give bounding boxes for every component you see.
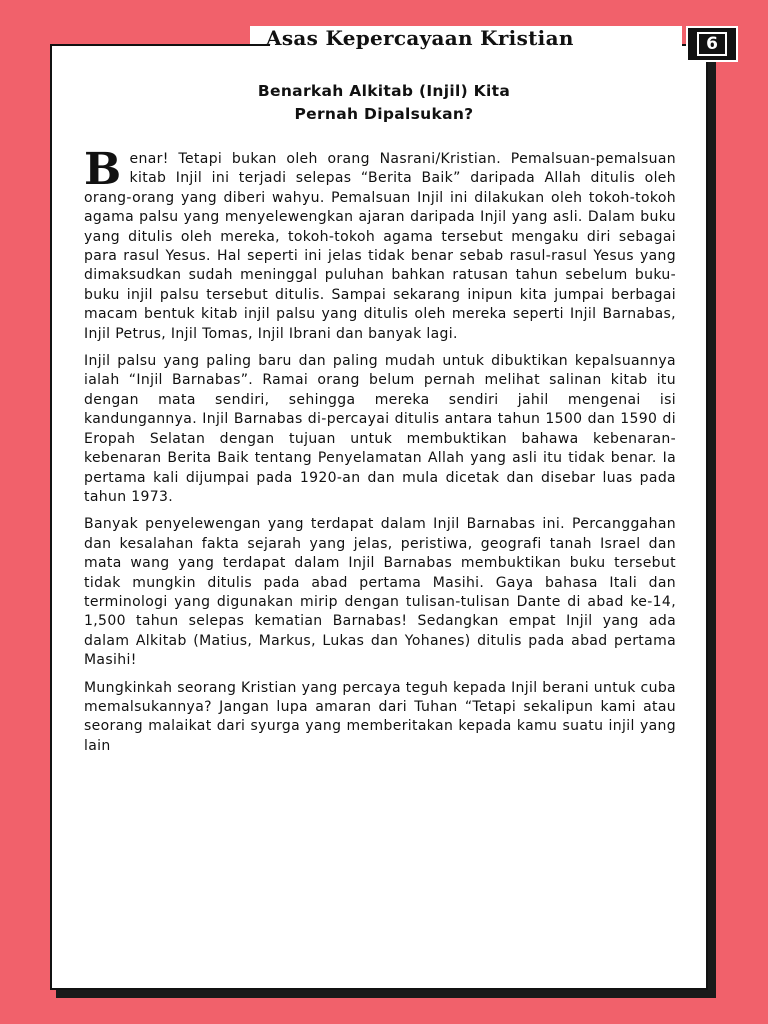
drop-cap: B — [84, 144, 122, 195]
paragraph-3: Banyak penyelewengan yang terdapat dalam Injil Barnabas ini. Percanggahan dan kesalahan fakta sejarah yang jelas, peristiwa, geografi tanah Israel dan mata wang yang terdapat dalam Injil Barnabas membuktikan buku tersebut tidak mungkin ditulis pada abad pertama Masihi. Gaya bahasa Itali dan terminologi yang digunakan mirip dengan tulisan-tulisan Dante di abad ke-14, 1,500 tahun selepas kematian Barnabas! Sedangkan empat Injil yang ada dalam Alkitab (Matius, Markus, Lukas dan Yohanes) ditulis pada abad pertama Masihi! — [84, 516, 676, 669]
paragraph-2: Injil palsu yang paling baru dan paling mudah untuk dibuktikan kepalsuannya ialah “Injil Barnabas”. Ramai orang belum pernah melihat salinan kitab itu dengan mata sendiri, sehingga mereka sendiri jahil mengenai isi kandungannya. Injil Barnabas di-percayai ditulis antara tahun 1500 dan 1590 di Eropah Selatan dengan tujuan untuk membuktikan bahawa kebenaran-kebenaran Berita Baik tentang Penyelamatan Allah yang asli itu tidak benar. Ia pertama kali dijumpai pada 1920-an dan mula dicetak dan disebar luas pada tahun 1973. — [84, 353, 676, 505]
paragraph-1 — [84, 144, 676, 344]
article-title-line-1: Benarkah Alkitab (Injil) Kita — [257, 82, 511, 100]
paragraph-4: Mungkinkah seorang Kristian yang percaya teguh kepada Injil berani untuk cuba memalsukannya? Jangan lupa amaran dari Tuhan “Tetapi sekalipun kami atau seorang malaikat dari syurga yang memberitakan kepada kamu suatu injil yang lain — [84, 679, 676, 754]
article-body — [84, 144, 676, 787]
chapter-badge — [686, 26, 738, 62]
article-title-line-2: Pernah Dipalsukan? — [294, 105, 474, 123]
article-title — [150, 80, 618, 126]
paragraph-1-text: enar! Tetapi bukan oleh orang Nasrani/Kristian. Pemalsuan-pemalsuan kitab Injil ini terjadi selepas “Berita Baik” daripada Allah ditulis oleh orang-orang yang diberi wahyu. Pemalsuan Injil ini dilakukan oleh tokoh-tokoh agama palsu yang menyelewengkan ajaran daripada Injil yang asli. Dalam buku yang ditulis oleh mereka, tokoh-tokoh agama tersebut mengaku diri sebagai para rasul Yesus. Hal seperti ini jelas tidak benar sebab rasul-rasul Yesus yang dimaksudkan sudah meninggal puluhan bahkan ratusan tahun sebelum buku-buku injil palsu tersebut ditulis. Sampai sekarang inipun kita jumpai berbagai macam bentuk kitab injil palsu yang ditulis oleh mereka seperti Injil Barnabas, Injil Petrus, Injil Tomas, Injil Ibrani dan banyak lagi. — [84, 151, 676, 342]
chapter-number: 6 — [697, 32, 727, 56]
header-title: Asas Kepercayaan Kristian — [266, 26, 574, 50]
